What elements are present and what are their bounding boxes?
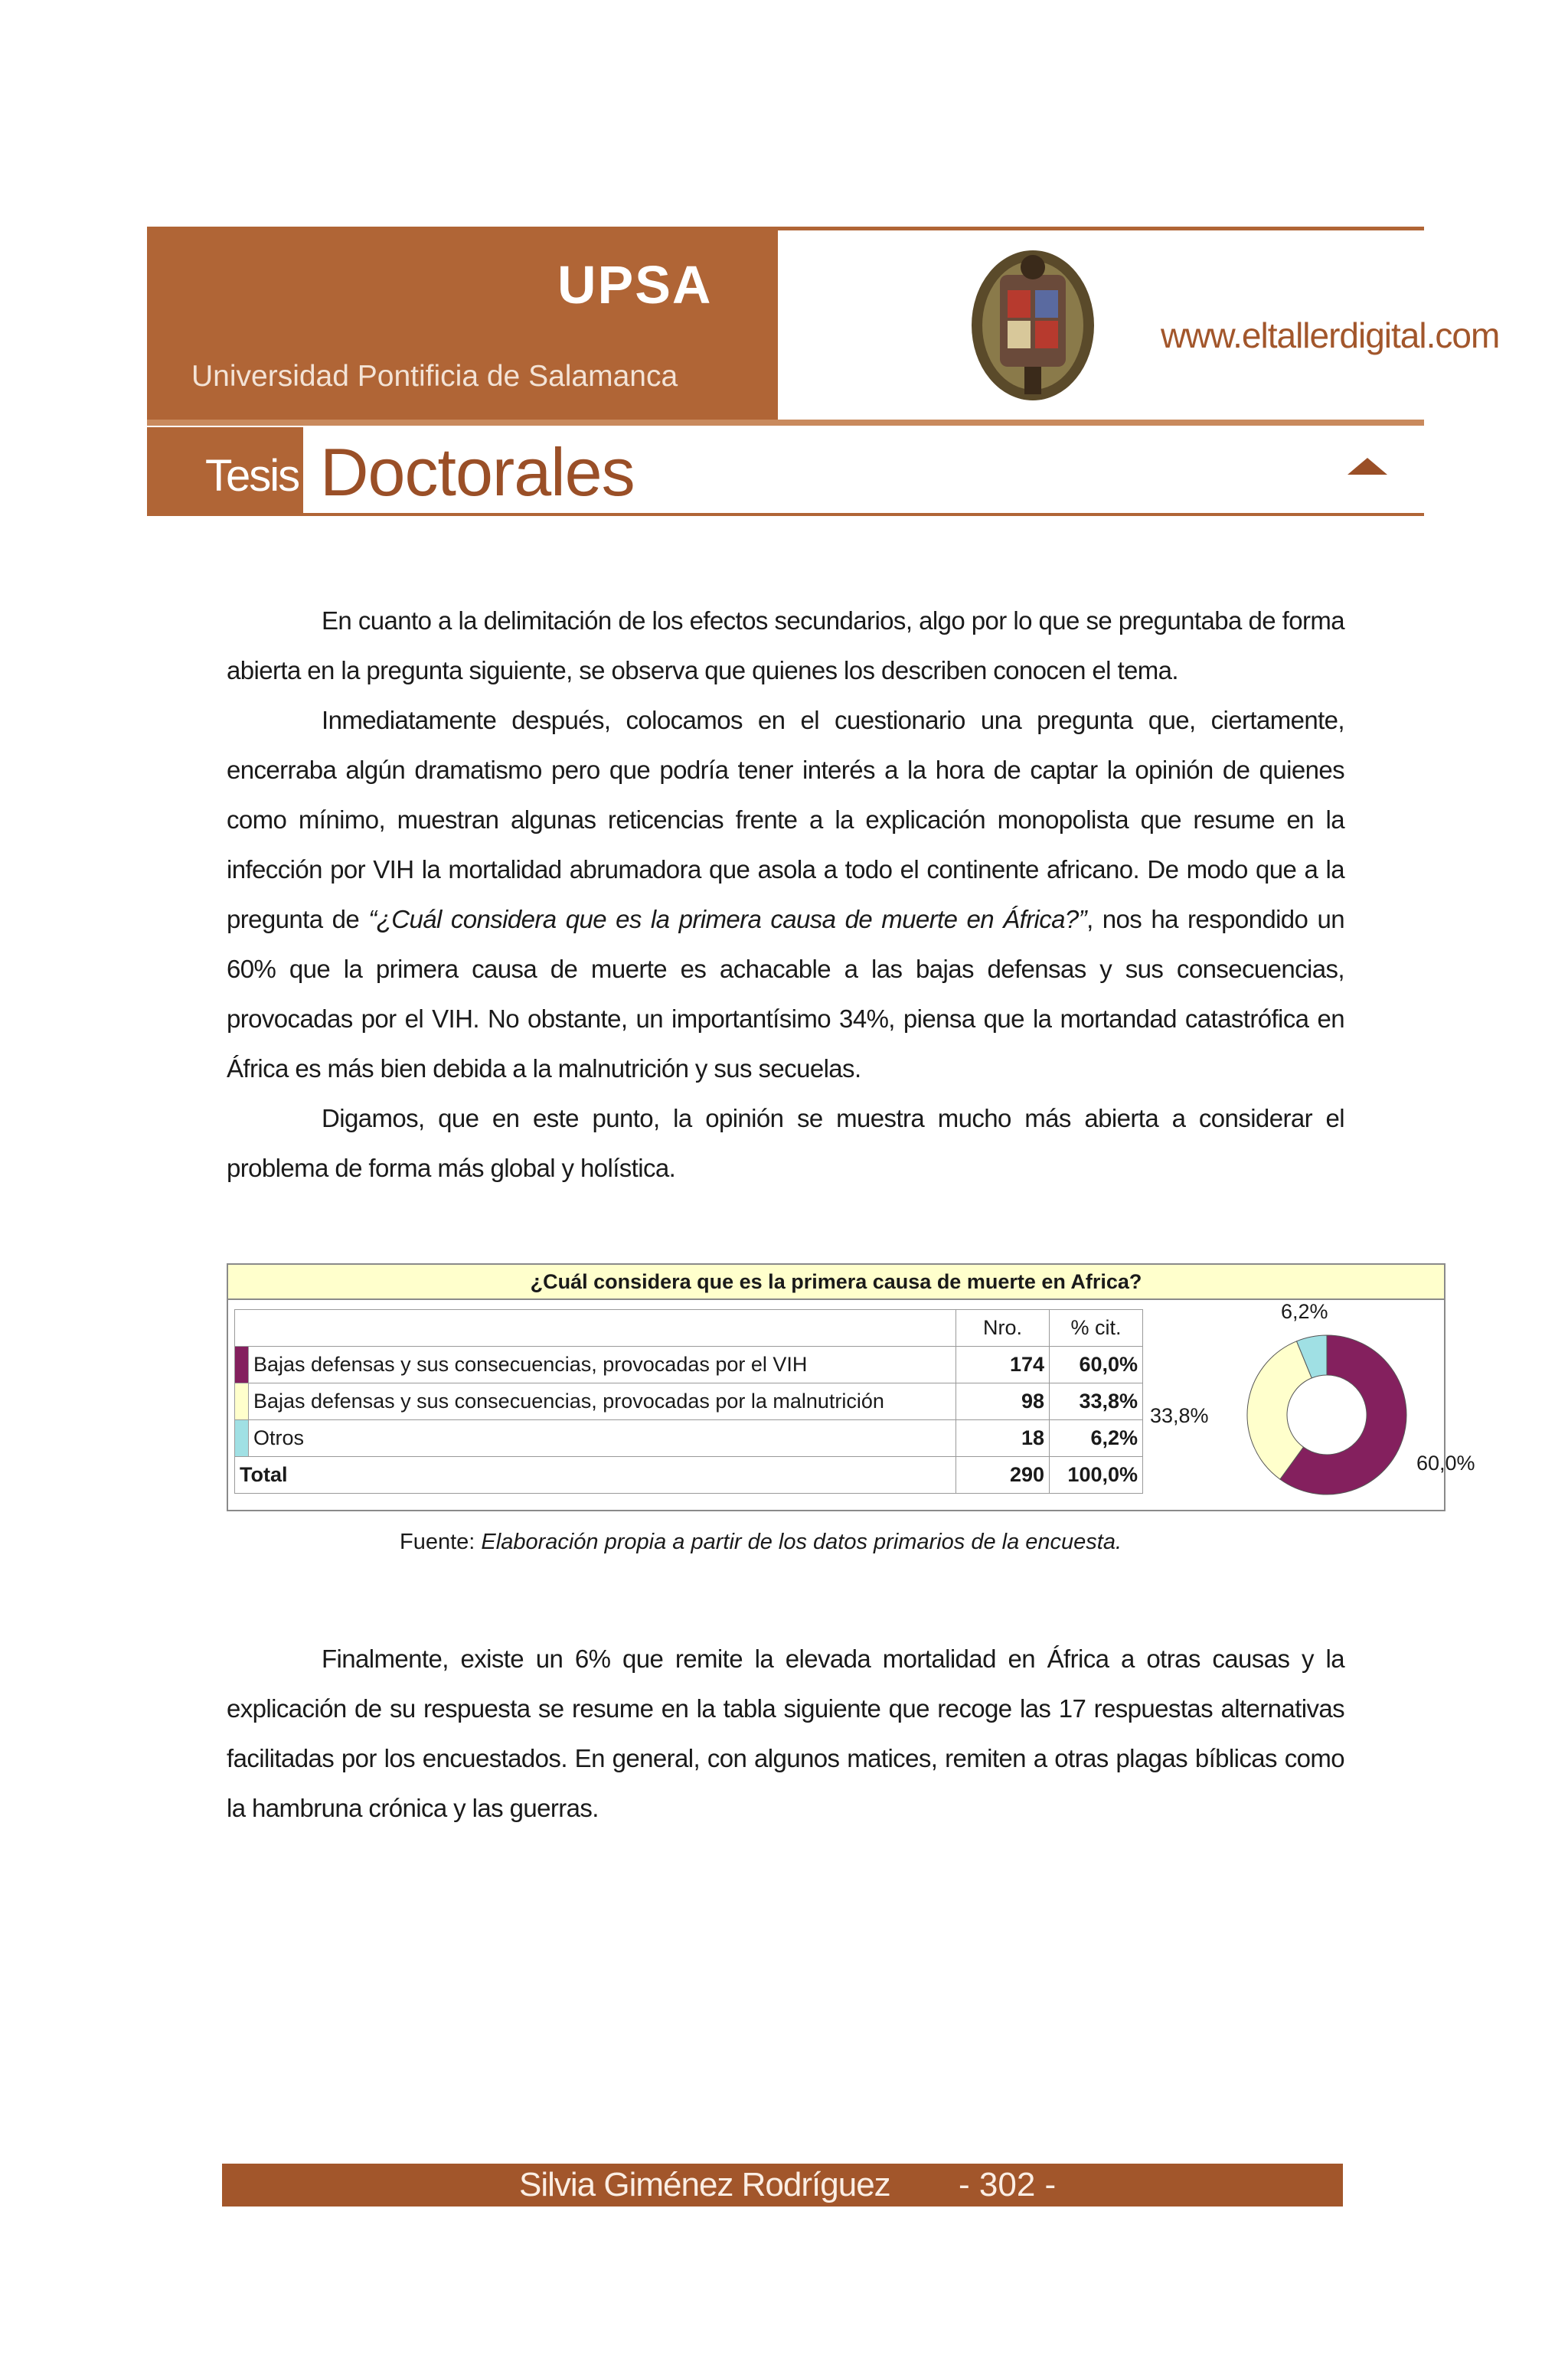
table-row-label: Otros	[249, 1420, 956, 1457]
table-total-row	[235, 1457, 1143, 1494]
footer-author: Silvia Giménez Rodríguez	[519, 2166, 890, 2203]
table-header-percent: % cit.	[1050, 1310, 1143, 1347]
crest-area	[778, 227, 1500, 420]
table-row-percent: 33,8%	[1050, 1383, 1143, 1420]
table-row-count: 98	[956, 1383, 1050, 1420]
table-header-empty	[235, 1310, 956, 1347]
page-number: - 302 -	[959, 2166, 1057, 2203]
source-text: Elaboración propia a partir de los datos primarios de la encuesta.	[481, 1530, 1122, 1554]
footer-bar	[222, 2164, 1343, 2207]
paragraph-1: En cuanto a la delimitación de los efectos secundarios, algo por lo que se preguntaba de forma abierta en la pregunta siguiente, se observa que quienes los describen conocen el tema.	[227, 606, 1344, 684]
tesis-label: Tesis	[205, 451, 299, 501]
table-header-row	[235, 1310, 1143, 1347]
source-label: Fuente:	[400, 1530, 475, 1554]
arrow-up-icon	[1348, 458, 1387, 475]
site-url[interactable]: www.eltallerdigital.com	[1161, 315, 1500, 355]
table-row-label: Bajas defensas y sus consecuencias, provocadas por la malnutrición	[249, 1383, 956, 1420]
doctorales-label: Doctorales	[320, 434, 635, 510]
university-crest-icon	[966, 244, 1099, 407]
legend-swatch	[235, 1347, 249, 1383]
table-row	[235, 1383, 1143, 1420]
chart-box	[227, 1263, 1475, 1511]
chart-title: ¿Cuál considera que es la primera causa de muerte en Africa?	[228, 1265, 1444, 1300]
paragraph-2-text: Inmediatamente después, colocamos en el cuestionario una pregunta que, ciertamente, encerraba algún dramatismo pero que podría tener interés a la hora de captar la opinión de quienes como mínimo, muestran algunas reticencias frente a la explicación monopolista que resume en la infección por VIH la mortalidad abrumadora que asola a todo el continente africano. De modo que a la pregunta de	[227, 706, 1344, 933]
source-note	[400, 1530, 1122, 1555]
upsa-block	[147, 227, 778, 420]
donut-chart	[1150, 1300, 1475, 1510]
donut-slice-label: 33,8%	[1150, 1404, 1209, 1427]
question-quote: “¿Cuál considera que es la primera causa de muerte en África?”	[368, 905, 1087, 933]
table-total-count: 290	[956, 1457, 1050, 1494]
table-total-percent: 100,0%	[1050, 1457, 1143, 1494]
data-table	[234, 1309, 1143, 1494]
upsa-title: UPSA	[557, 255, 713, 315]
table-row-percent: 6,2%	[1050, 1420, 1143, 1457]
table-row-percent: 60,0%	[1050, 1347, 1143, 1383]
university-name: Universidad Pontificia de Salamanca	[191, 360, 678, 393]
table-row	[235, 1420, 1143, 1457]
legend-swatch	[235, 1420, 249, 1457]
table-header-count: Nro.	[956, 1310, 1050, 1347]
donut-slice-label: 60,0%	[1416, 1452, 1475, 1475]
paragraph-2-continued: , nos ha respondido un 60% que la primera causa de muerte es achacable a las bajas defensas y sus consecuencias, provocadas por el VIH. No obstante, un importantísimo 34%, piensa que la mortandad catastrófica en África es más bien debida a la malnutrición y sus secuelas.	[227, 905, 1344, 1083]
paragraph-4: Finalmente, existe un 6% que remite la elevada mortalidad en África a otras causas y la explicación de su respuesta se resume en la tabla siguiente que recoge las 17 respuestas alternativas facilitadas por los encuestados. En general, con algunos matices, remiten a otras plagas bíblicas como la hambruna crónica y las guerras.	[227, 1645, 1344, 1822]
legend-swatch	[235, 1383, 249, 1420]
donut-slice-label: 6,2%	[1281, 1300, 1328, 1323]
table-row	[235, 1347, 1143, 1383]
table-row-label: Bajas defensas y sus consecuencias, provocadas por el VIH	[249, 1347, 956, 1383]
paragraph-3: Digamos, que en este punto, la opinión se muestra mucho más abierta a considerar el problema de forma más global y holística.	[227, 1104, 1344, 1182]
table-total-label: Total	[235, 1457, 956, 1494]
paragraph-2	[227, 695, 1344, 1093]
banner-divider	[147, 420, 1424, 426]
table-row-count: 18	[956, 1420, 1050, 1457]
table-row-count: 174	[956, 1347, 1050, 1383]
